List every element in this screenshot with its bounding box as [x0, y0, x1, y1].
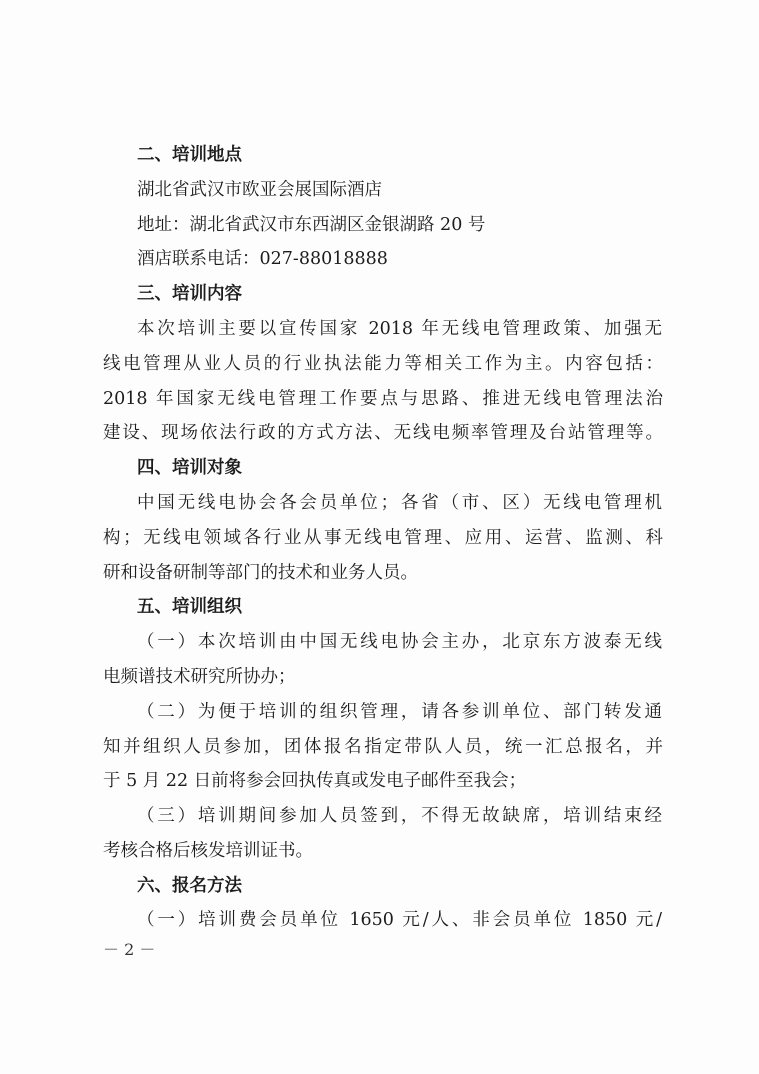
content-line-1: 本次培训主要以宣传国家 2018 年无线电管理政策、加强无	[137, 319, 662, 339]
hotel-address: 地址：湖北省武汉市东西湖区金银湖路 20 号	[137, 215, 486, 235]
content-line-2: 线电管理从业人员的行业执法能力等相关工作为主。内容包括：	[103, 354, 663, 374]
content-line-3: 2018 年国家无线电管理工作要点与思路、推进无线电管理法治	[103, 389, 663, 409]
section-heading-content: 三、培训内容	[137, 284, 242, 304]
organization-line-1: （一）本次培训由中国无线电协会主办，北京东方波泰无线	[137, 632, 662, 652]
organization-line-6: （三）培训期间参加人员签到，不得无故缺席，培训结束经	[137, 806, 662, 826]
content-line-4: 建设、现场依法行政的方式方法、无线电频率管理及台站管理等。	[103, 423, 663, 443]
section-heading-organization: 五、培训组织	[137, 597, 242, 617]
audience-line-3: 研和设备研制等部门的技术和业务人员。	[103, 563, 418, 583]
organization-line-3: （二）为便于培训的组织管理，请各参训单位、部门转发通	[137, 702, 662, 722]
hotel-name: 湖北省武汉市欧亚会展国际酒店	[137, 180, 382, 200]
organization-line-4: 知并组织人员参加，团体报名指定带队人员，统一汇总报名，并	[103, 737, 663, 757]
audience-line-2: 构；无线电领域各行业从事无线电管理、应用、运营、监测、科	[103, 528, 663, 548]
organization-line-7: 考核合格后核发培训证书。	[103, 841, 313, 861]
section-heading-location: 二、培训地点	[137, 145, 242, 165]
registration-line-1: （一）培训费会员单位 1650 元/人、非会员单位 1850 元/	[137, 910, 662, 930]
organization-line-2: 电频谱技术研究所协办；	[103, 667, 296, 687]
section-heading-registration: 六、报名方法	[137, 876, 242, 896]
audience-line-1: 中国无线电协会各会员单位；各省（市、区）无线电管理机	[137, 493, 662, 513]
organization-line-5: 于 5 月 22 日前将参会回执传真或发电子邮件至我会；	[103, 771, 527, 791]
section-heading-audience: 四、培训对象	[137, 458, 242, 478]
hotel-phone: 酒店联系电话：027-88018888	[137, 249, 388, 269]
page-number: － 2 －	[103, 940, 156, 959]
